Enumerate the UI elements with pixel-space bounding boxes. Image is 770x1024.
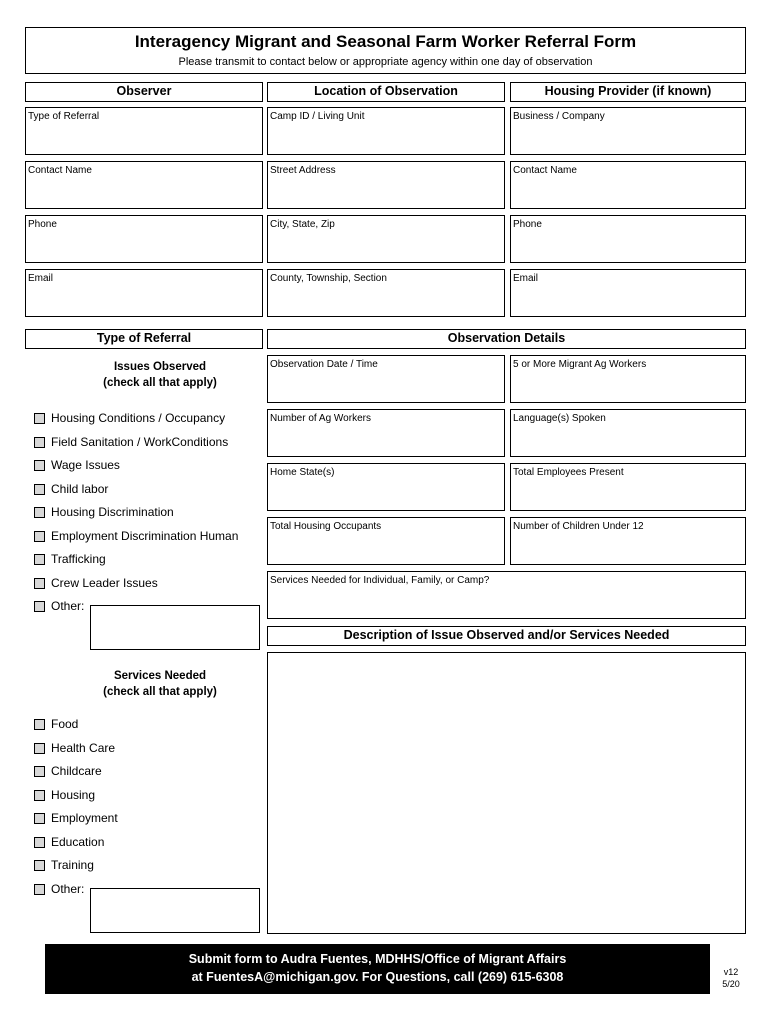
checkbox-employment[interactable] (34, 813, 45, 824)
observation-details-heading: Observation Details (267, 329, 746, 349)
checkbox-field-sanitation[interactable] (34, 437, 45, 448)
services-needed-caption (40, 668, 280, 700)
observer-phone-field[interactable]: Phone (25, 215, 263, 263)
issue-employment-discrimination[interactable]: Employment Discrimination Human (34, 529, 264, 553)
location-camp-id-field[interactable]: Camp ID / Living Unit (267, 107, 505, 155)
form-title: Interagency Migrant and Seasonal Farm Worker Referral Form (134, 32, 637, 51)
checkbox-child-labor[interactable] (34, 484, 45, 495)
issue-other-input[interactable] (90, 605, 260, 650)
five-or-more-migrant-workers-field[interactable]: 5 or More Migrant Ag Workers (510, 355, 746, 403)
checkbox-health-care[interactable] (34, 743, 45, 754)
service-training[interactable]: Training (34, 858, 264, 882)
observer-contact-name-field[interactable]: Contact Name (25, 161, 263, 209)
services-needed-subtitle: (check all that apply) (103, 686, 217, 698)
observation-date-time-field[interactable]: Observation Date / Time (267, 355, 505, 403)
footer-line-2: at FuentesA@michigan.gov. For Questions, call (269) 615-6308 (191, 970, 564, 984)
total-employees-present-field[interactable]: Total Employees Present (510, 463, 746, 511)
observer-type-of-referral-field[interactable]: Type of Referral (25, 107, 263, 155)
checkbox-crew-leader[interactable] (34, 578, 45, 589)
service-food[interactable]: Food (34, 717, 264, 741)
location-county-field[interactable]: County, Township, Section (267, 269, 505, 317)
services-needed-field[interactable]: Services Needed for Individual, Family, or Camp? (267, 571, 746, 619)
issues-observed-caption (40, 359, 280, 391)
checkbox-education[interactable] (34, 837, 45, 848)
service-childcare[interactable]: Childcare (34, 764, 264, 788)
description-textarea[interactable] (267, 652, 746, 934)
issue-housing-discrimination[interactable]: Housing Discrimination (34, 505, 264, 529)
number-of-children-field[interactable]: Number of Children Under 12 (510, 517, 746, 565)
observer-heading: Observer (25, 82, 263, 102)
issues-checklist (34, 411, 264, 623)
location-street-address-field[interactable]: Street Address (267, 161, 505, 209)
version-date: 5/20 (722, 979, 740, 989)
housing-phone-field[interactable]: Phone (510, 215, 746, 263)
housing-email-field[interactable]: Email (510, 269, 746, 317)
checkbox-childcare[interactable] (34, 766, 45, 777)
version-label (716, 966, 746, 990)
checkbox-wage-issues[interactable] (34, 460, 45, 471)
services-checklist (34, 717, 264, 905)
location-heading: Location of Observation (267, 82, 505, 102)
services-needed-title: Services Needed (113, 670, 207, 682)
issue-wage-issues[interactable]: Wage Issues (34, 458, 264, 482)
languages-spoken-field[interactable]: Language(s) Spoken (510, 409, 746, 457)
checkbox-housing[interactable] (34, 790, 45, 801)
checkbox-training[interactable] (34, 860, 45, 871)
checkbox-housing-conditions[interactable] (34, 413, 45, 424)
checkbox-employment-discrimination[interactable] (34, 531, 45, 542)
checkbox-food[interactable] (34, 719, 45, 730)
issues-observed-title: Issues Observed (113, 361, 207, 373)
observer-email-field[interactable]: Email (25, 269, 263, 317)
checkbox-trafficking[interactable] (34, 554, 45, 565)
checkbox-issue-other[interactable] (34, 601, 45, 612)
location-city-state-zip-field[interactable]: City, State, Zip (267, 215, 505, 263)
issue-field-sanitation[interactable]: Field Sanitation / WorkConditions (34, 435, 264, 459)
issue-housing-conditions[interactable]: Housing Conditions / Occupancy (34, 411, 264, 435)
issue-child-labor[interactable]: Child labor (34, 482, 264, 506)
housing-contact-name-field[interactable]: Contact Name (510, 161, 746, 209)
number-of-ag-workers-field[interactable]: Number of Ag Workers (267, 409, 505, 457)
checkbox-housing-discrimination[interactable] (34, 507, 45, 518)
description-heading: Description of Issue Observed and/or Services Needed (267, 626, 746, 646)
type-of-referral-heading: Type of Referral (25, 329, 263, 349)
issue-other[interactable]: Other: (34, 599, 264, 623)
version-number: v12 (723, 967, 739, 977)
service-health-care[interactable]: Health Care (34, 741, 264, 765)
footer-banner (45, 944, 710, 994)
form-subtitle: Please transmit to contact below or appropriate agency within one day of observation (178, 56, 593, 68)
housing-heading: Housing Provider (if known) (510, 82, 746, 102)
service-housing[interactable]: Housing (34, 788, 264, 812)
housing-business-field[interactable]: Business / Company (510, 107, 746, 155)
service-employment[interactable]: Employment (34, 811, 264, 835)
total-housing-occupants-field[interactable]: Total Housing Occupants (267, 517, 505, 565)
checkbox-service-other[interactable] (34, 884, 45, 895)
issue-crew-leader[interactable]: Crew Leader Issues (34, 576, 264, 600)
service-education[interactable]: Education (34, 835, 264, 859)
footer-line-1: Submit form to Audra Fuentes, MDHHS/Office of Migrant Affairs (188, 952, 567, 966)
issue-trafficking[interactable]: Trafficking (34, 552, 264, 576)
home-states-field[interactable]: Home State(s) (267, 463, 505, 511)
service-other[interactable]: Other: (34, 882, 264, 906)
service-other-input[interactable] (90, 888, 260, 933)
issues-observed-subtitle: (check all that apply) (103, 377, 217, 389)
form-title-box (25, 27, 746, 74)
